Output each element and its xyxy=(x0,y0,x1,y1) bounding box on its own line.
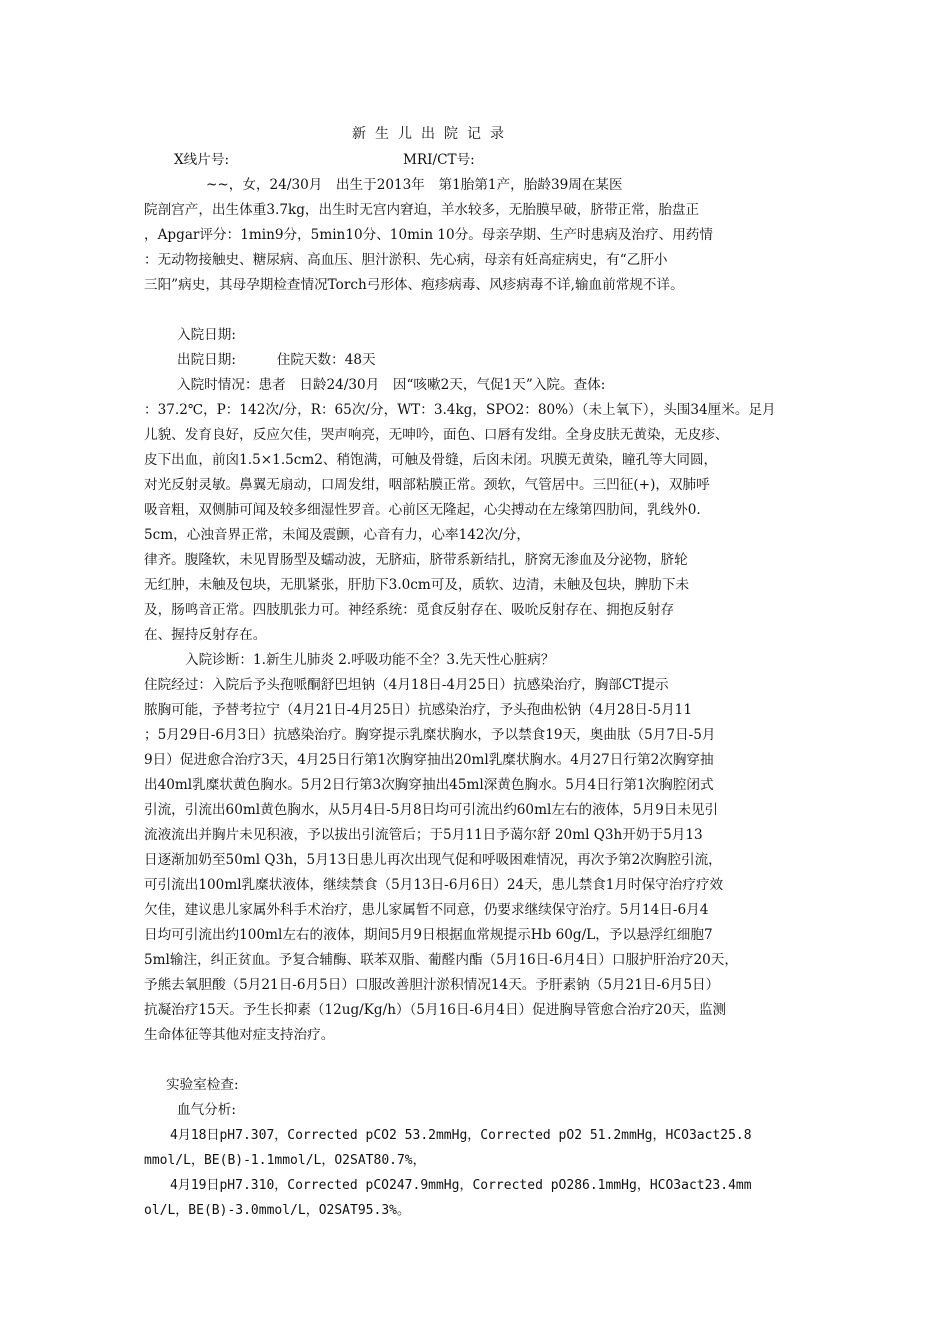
blood-gas-line: ol/L，BE(B)-3.0mmol/L，O2SAT95.3%。 xyxy=(144,1203,410,1218)
admission-date-label: 入院日期: xyxy=(177,327,236,343)
course-line: 住院经过：入院后予头孢哌酮舒巴坦钠（4月18日-4月25日）抗感染治疗，胸部CT提示 xyxy=(144,677,669,693)
admission-status-line: ：37.2℃，P：142次/分，R：65次/分，WT：3.4kg，SPO2：80%）（未上氧下），头围34厘米。足月 xyxy=(144,402,776,418)
record-title: 新生儿出院记录 xyxy=(352,126,513,142)
course-line: 生命体征等其他对症支持治疗。 xyxy=(144,1027,335,1043)
admission-status-line: 律齐。腹隆软，未见胃肠型及蠕动波，无脐疝，脐带系新结扎，脐窝无渗血及分泌物，脐轮 xyxy=(144,552,688,568)
mri-ct-number-label: MRI/CT号: xyxy=(403,152,475,168)
admission-status-line: 无红肿，未触及包块，无肌紧张，肝肋下3.0cm可及，质软、边清，未触及包块，脾肋下未 xyxy=(144,577,690,593)
course-line: ；5月29日-6月3日）抗感染治疗。胸穿提示乳糜状胸水，予以禁食19天，奥曲肽（5月7日-5月 xyxy=(144,727,716,743)
course-line: 日逐渐加奶至50ml Q3h，5月13日患儿再次出现气促和呼吸困难情况，再次予第2次胸腔引流， xyxy=(144,852,722,868)
lab-heading: 实验室检查: xyxy=(166,1077,239,1093)
intro-line: ~~，女，24/30月 出生于2013年 第1胎第1产，胎龄39周在某医 xyxy=(206,177,623,193)
course-line: 日均可引流出约100ml左右的液体，期间5月9日根据血常规提示Hb 60g/L，予以悬浮红细胞7 xyxy=(144,927,713,943)
course-line: 可引流出100ml乳糜状液体，继续禁食（5月13日-6月6日）24天，患儿禁食1月时保守治疗疗效 xyxy=(144,877,724,893)
admission-status-line: 儿貌、发育良好，反应欠佳，哭声响亮，无呻吟，面色、口唇有发绀。全身皮肤无黄染，无皮疹、 xyxy=(144,427,729,443)
course-line: 抗凝治疗15天。予生长抑素（12ug/Kg/h）（5月16日-6月4日）促进胸导管愈合治疗20天，监测 xyxy=(144,1002,727,1018)
admission-status-line: 入院时情况：患者 日龄24/30月 因“咳嗽2天，气促1天”入院。查体: xyxy=(177,377,606,393)
blood-gas-heading: 血气分析: xyxy=(177,1102,236,1118)
blood-gas-line: 4月18日pH7.307，Corrected pCO2 53.2mmHg，Corrected pO2 51.2mmHg，HCO3act25.8 xyxy=(170,1128,752,1143)
admission-status-line: 吸音粗，双侧肺可闻及较多细湿性罗音。心前区无隆起，心尖搏动在左缘第四肋间，乳线外0. xyxy=(144,502,701,518)
admission-status-line: 对光反射灵敏。鼻翼无扇动，口周发绀，咽部粘膜正常。颈软，气管居中。三凹征(+)，双肺呼 xyxy=(144,477,710,493)
course-line: 予熊去氧胆酸（5月21日-6月5日）口服改善胆汁淤积情况14天。予肝素钠（5月21日-6月5日） xyxy=(144,977,720,993)
intro-line: ，Apgar评分：1min9分，5min10分、10min 10分。母亲孕期、生产时患病及治疗、用药情 xyxy=(144,227,713,243)
admission-status-line: 在、握持反射存在。 xyxy=(144,627,267,643)
blood-gas-line: 4月19日pH7.310，Corrected pCO247.9mmHg，Corrected pO286.1mmHg，HCO3act23.4mm xyxy=(170,1178,752,1193)
course-line: 9日）促进愈合治疗3天，4月25日行第1次胸穿抽出20ml乳糜状胸水。4月27日行第2次胸穿抽 xyxy=(144,752,714,768)
course-line: 流液流出并胸片未见积液，予以拔出引流管后；于5月11日予蔼尔舒 20ml Q3h开奶于5月13 xyxy=(144,827,703,843)
admission-status-line: 5cm，心浊音界正常，未闻及震颤，心音有力，心率142次/分， xyxy=(144,527,530,543)
intro-line: 院剖宫产，出生体重3.7kg，出生时无宫内窘迫，羊水较多，无胎膜早破，脐带正常，胎盘正 xyxy=(144,202,700,218)
intro-line: 三阳”病史，其母孕期检查情况Torch弓形体、疱疹病毒、风疹病毒不详,输血前常规不详。 xyxy=(144,277,684,293)
blood-gas-line: mmol/L，BE(B)-1.1mmol/L，O2SAT80.7%， xyxy=(144,1153,426,1168)
course-line: 欠佳，建议患儿家属外科手术治疗，患儿家属暂不同意，仍要求继续保守治疗。5月14日-6月4 xyxy=(144,902,709,918)
course-line: 出40ml乳糜状黄色胸水。5月2日行第3次胸穿抽出45ml深黄色胸水。5月4日行第1次胸腔闭式 xyxy=(144,777,714,793)
admission-status-line: 皮下出血，前囟1.5×1.5cm2、稍饱满，可触及骨缝，后囟未闭。巩膜无黄染，瞳孔等大同圆， xyxy=(144,452,718,468)
intro-line: ：无动物接触史、糖尿病、高血压、胆汁淤积、先心病，母亲有妊高症病史，有“乙肝小 xyxy=(144,252,668,268)
xray-number-label: X线片号: xyxy=(174,152,230,168)
discharge-date-line: 出院日期: 住院天数：48天 xyxy=(177,352,376,368)
course-line: 引流，引流出60ml黄色胸水，从5月4日-5月8日均可引流出约60ml左右的液体，5月9日未见引 xyxy=(144,802,719,818)
admission-status-line: 及，肠鸣音正常。四肢肌张力可。神经系统：觅食反射存在、吸吮反射存在、拥抱反射存 xyxy=(144,602,675,618)
course-line: 5ml输注，纠正贫血。予复合辅酶、联苯双脂、葡醛内酯（5月16日-6月4日）口服护肝治疗20天， xyxy=(144,952,738,968)
admission-diagnosis: 入院诊断：1.新生儿肺炎 2.呼吸功能不全？3.先天性心脏病？ xyxy=(185,652,555,668)
course-line: 脓胸可能，予替考拉宁（4月21日-4月25日）抗感染治疗，予头孢曲松钠（4月28日-5月11 xyxy=(144,702,692,718)
